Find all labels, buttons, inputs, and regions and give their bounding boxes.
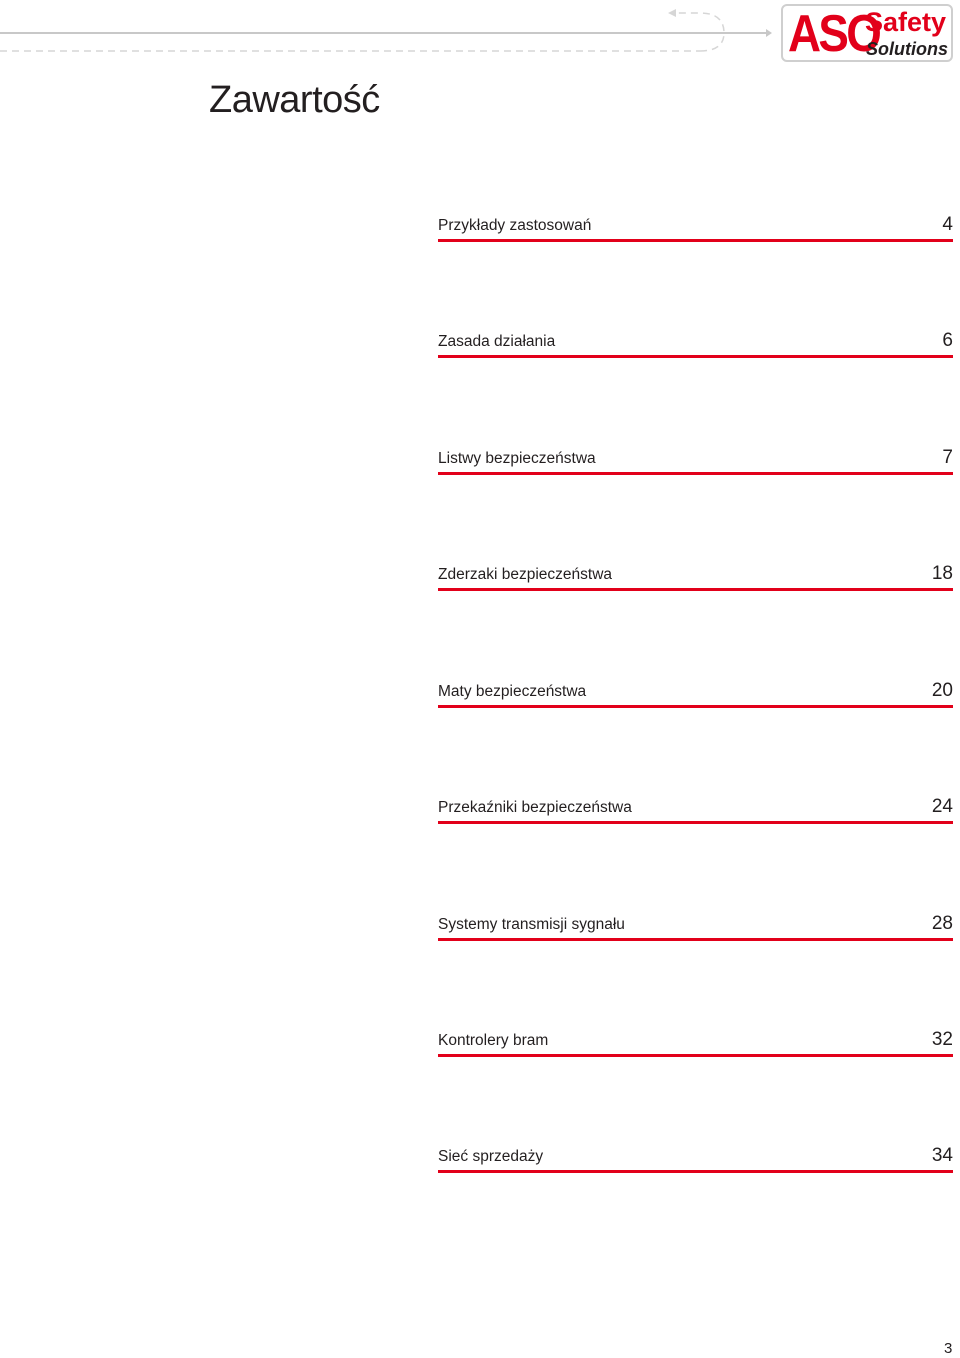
toc-entry[interactable]: [438, 561, 953, 591]
toc-entry-page: 20: [931, 680, 953, 701]
toc-entry-page: 4: [942, 214, 953, 235]
toc-entry-label: Maty bezpieczeństwa: [438, 683, 587, 700]
toc-entry-label: Kontrolery bram: [438, 1032, 549, 1049]
toc-entry-label: Listwy bezpieczeństwa: [438, 450, 596, 467]
logo-solutions-text: Solutions: [866, 39, 948, 59]
toc-entry-page: 18: [931, 563, 953, 584]
toc-entry-label: Systemy transmisji sygnału: [438, 916, 625, 933]
toc-entry[interactable]: [438, 445, 953, 475]
toc-entry[interactable]: [438, 212, 953, 242]
toc-entry[interactable]: [438, 1143, 953, 1173]
toc-entry-page: 24: [931, 796, 953, 817]
toc-entry-label: Przekaźniki bezpieczeństwa: [438, 799, 632, 816]
toc-entry[interactable]: [438, 328, 953, 358]
toc-entry-label: Przykłady zastosowań: [438, 217, 592, 234]
toc-entry[interactable]: [438, 678, 953, 708]
toc-entry-page: 34: [931, 1145, 953, 1166]
toc-entry-label: Zderzaki bezpieczeństwa: [438, 566, 613, 583]
toc-entry-page: 28: [931, 913, 953, 934]
page-title: Zawartość: [209, 79, 380, 121]
table-of-contents: [438, 0, 953, 1357]
toc-entry-page: 32: [931, 1029, 953, 1050]
toc-entry-label: Sieć sprzedaży: [438, 1148, 544, 1165]
toc-entry[interactable]: [438, 794, 953, 824]
toc-entry-page: 6: [942, 330, 953, 351]
toc-entry[interactable]: [438, 911, 953, 941]
toc-entry-page: 7: [942, 447, 953, 468]
page-number: 3: [944, 1340, 953, 1357]
logo-safety-text: Safety: [865, 7, 947, 37]
logo-mark: ASO: [788, 5, 880, 63]
toc-entry-label: Zasada działania: [438, 333, 556, 350]
toc-entry[interactable]: [438, 1027, 953, 1057]
